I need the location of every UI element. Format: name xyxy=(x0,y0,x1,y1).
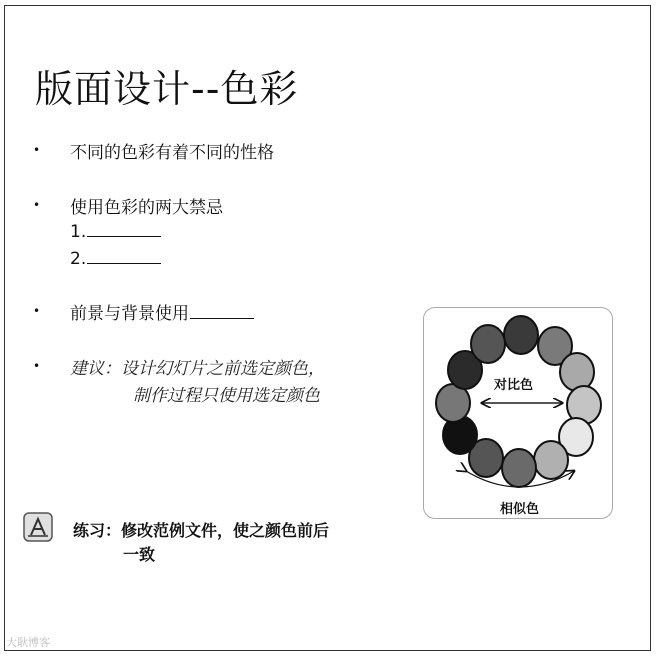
bullet-dot: • xyxy=(33,304,41,318)
bullet-text-personality: 不同的色彩有着不同的性格 xyxy=(70,143,274,163)
suggestion-line-2: 制作过程只使用选定颜色 xyxy=(133,386,320,406)
taboo-item-1 xyxy=(70,219,161,242)
blank-line xyxy=(190,301,254,319)
bullet-dot: • xyxy=(33,359,41,373)
color-swatch xyxy=(560,353,594,391)
taboo-item-2-number: 2. xyxy=(70,249,87,269)
slide xyxy=(4,5,651,651)
color-wheel-illustration xyxy=(423,307,613,519)
blank-line xyxy=(87,219,161,237)
taboo-item-1-number: 1. xyxy=(70,222,87,242)
bullet-dot: • xyxy=(33,198,41,212)
exercise-text-line-1: 练习：修改范例文件，使之颜色前后 xyxy=(73,521,330,540)
suggestion-line-1: 建议：设计幻灯片之前选定颜色， xyxy=(70,359,325,379)
exercise-icon xyxy=(23,512,53,542)
color-swatch xyxy=(534,441,568,479)
color-swatch xyxy=(502,449,536,487)
watermark: 大耿博客 xyxy=(6,636,50,649)
exercise-text-line-2: 一致 xyxy=(123,545,156,564)
blank-line xyxy=(87,246,161,264)
similar-label: 相似色 xyxy=(500,502,540,517)
bullet-text-foreground xyxy=(70,299,254,324)
bullet-text-taboos: 使用色彩的两大禁忌 xyxy=(70,198,223,218)
taboo-item-2 xyxy=(70,246,161,269)
contrast-label: 对比色 xyxy=(494,378,534,393)
color-swatch xyxy=(504,316,538,354)
color-wheel-graphic xyxy=(424,308,612,518)
slide-title: 版面设计--色彩 xyxy=(35,67,299,111)
bullet-text-foreground-label: 前景与背景使用 xyxy=(70,304,189,324)
bullet-dot: • xyxy=(33,143,41,157)
color-swatch xyxy=(471,325,505,363)
